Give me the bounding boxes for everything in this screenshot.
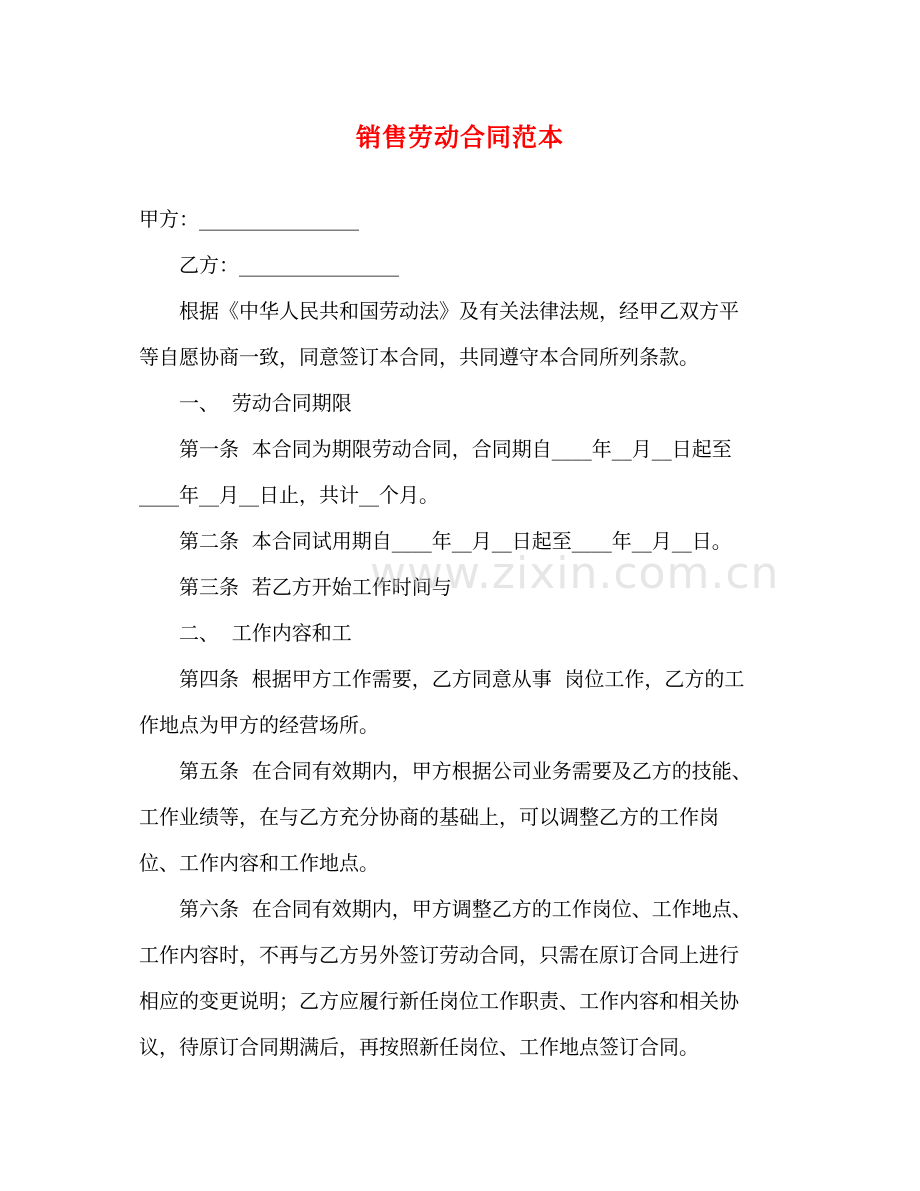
article-6-line-4: 议，待原订合同期满后，再按照新任岗位、工作地点签订合同。 [139,1035,699,1059]
section-2-heading: 二、 工作内容和工 [179,621,352,645]
party-b-line: 乙方：________________ [179,253,399,277]
article-6-line-3: 相应的变更说明；乙方应履行新任岗位工作职责、工作内容和相关协 [139,989,739,1013]
preamble-line-1: 根据《中华人民共和国劳动法》及有关法律法规，经甲乙双方平 [179,299,739,323]
party-a-line: 甲方：________________ [139,207,359,231]
article-6-line-1: 第六条 在合同有效期内，甲方调整乙方的工作岗位、工作地点、 [179,897,752,921]
article-3-line: 第三条 若乙方开始工作时间与 [179,575,452,599]
document-title: 销售劳动合同范本 [355,123,564,152]
document-body [139,196,779,1070]
preamble-line-2: 等自愿协商一致，同意签订本合同，共同遵守本合同所列条款。 [139,345,699,369]
section-1-heading: 一、 劳动合同期限 [179,391,352,415]
article-4-line-1: 第四条 根据甲方工作需要，乙方同意从事 岗位工作，乙方的工 [179,667,745,691]
article-1-line-1: 第一条 本合同为期限劳动合同，合同期自____年__月__日起至 [179,437,732,461]
article-5-line-1: 第五条 在合同有效期内，甲方根据公司业务需要及乙方的技能、 [179,759,752,783]
article-6-line-2: 工作内容时，不再与乙方另外签订劳动合同，只需在原订合同上进行 [139,943,739,967]
article-5-line-3: 位、工作内容和工作地点。 [139,851,379,875]
article-4-line-2: 作地点为甲方的经营场所。 [139,713,379,737]
watermark: www.zixin.com.cn [370,548,780,599]
article-5-line-2: 工作业绩等，在与乙方充分协商的基础上，可以调整乙方的工作岗 [139,805,719,829]
article-2-line: 第二条 本合同试用期自____年__月__日起至____年__月__日。 [179,529,732,553]
article-1-line-2: ____年__月__日止，共计__个月。 [139,483,439,507]
